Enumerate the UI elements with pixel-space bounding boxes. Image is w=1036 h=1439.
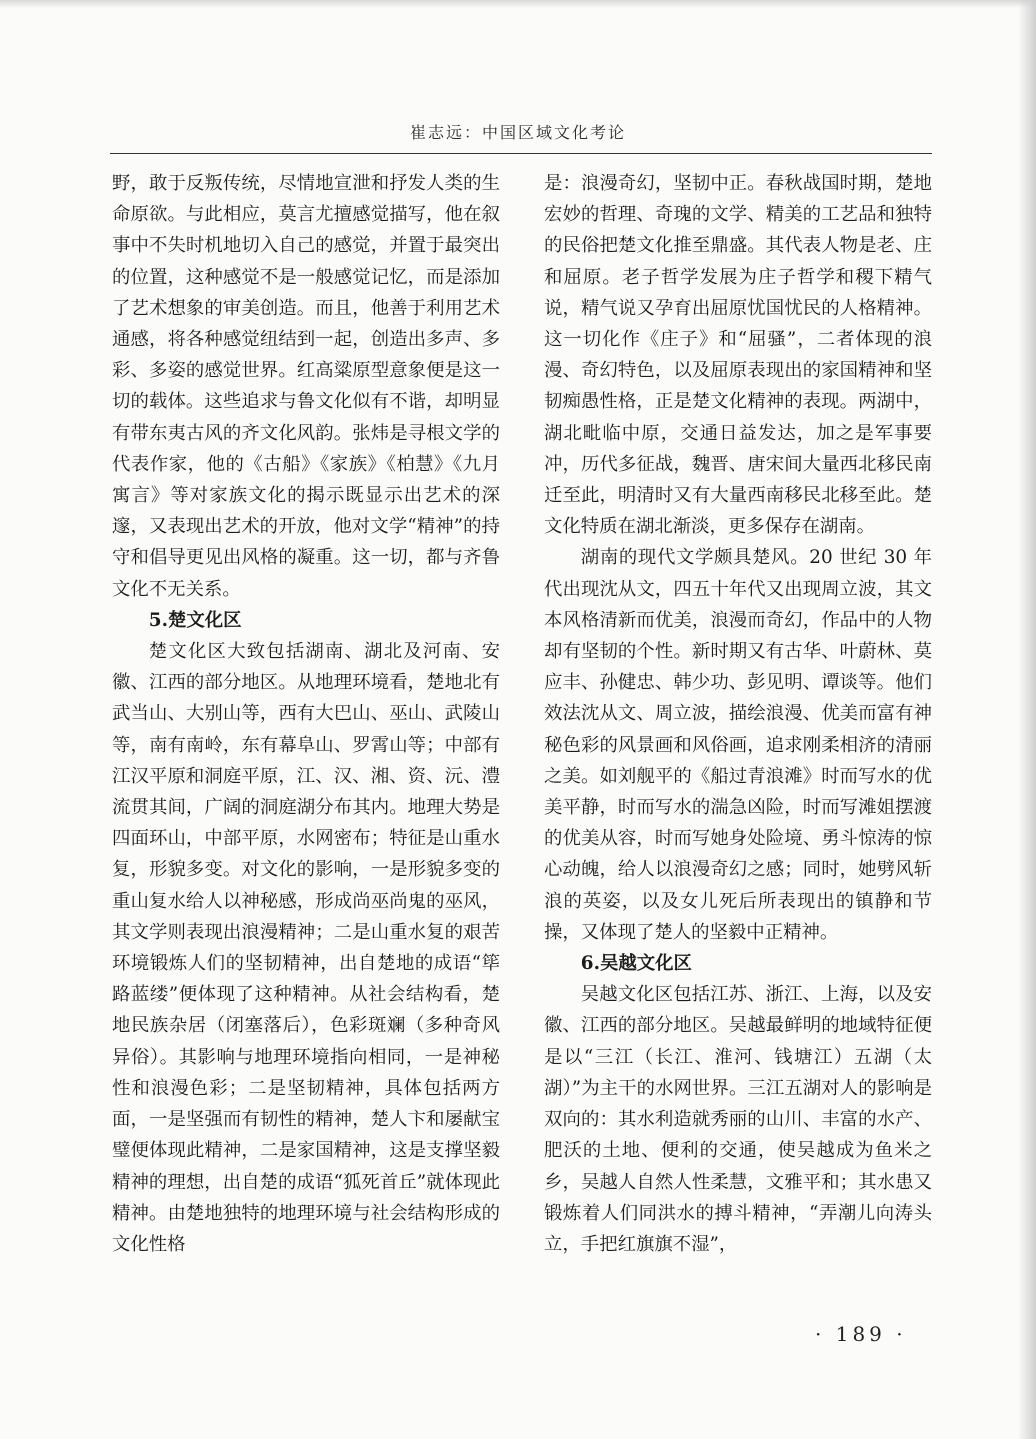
left-continued-paragraph: 野，敢于反叛传统，尽情地宣泄和抒发人类的生命原欲。与此相应，莫言尤擅感觉描写，他在叙事中不失时机地切入自己的感觉，并置于最突出的位置，这种感觉不是一般感觉记忆，而是添加了艺术想象的审美创造。而且，他善于利用艺术通感，将各种感觉纽结到一起，创造出多声、多彩、多姿的感觉世界。红高粱原型意象便是这一切的载体。这些追求与鲁文化似有不谐，却明显有带东夷古风的齐文化风韵。张炜是寻根文学的代表作家，他的《古船》《家族》《柏慧》《九月寓言》等对家族文化的揭示既显示出艺术的深邃，又表现出艺术的开放，他对文学“精神”的持守和倡导更见出风格的凝重。这一切，都与齐鲁文化不无关系。 [112,173,500,600]
hunan-literature-paragraph: 湖南的现代文学颇具楚风。20 世纪 30 年代出现沈从文，四五十年代又出现周立波，其文本风格清新而优美，浪漫而奇幻，作品中的人物却有坚韧的个性。新时期又有古华、叶蔚林、莫应丰、孙健忠、韩少功、彭见明、谭谈等。他们效法沈从文、周立波，描绘浪漫、优美而富有神秘色彩的风景画和风俗画，追求刚柔相济的清丽之美。如刘舰平的《船过青浪滩》时而写水的优美平静，时而写水的湍急凶险，时而写滩姐摆渡的优美从容，时而写她身处险境、勇斗惊涛的惊心动魄，给人以浪漫奇幻之感；同时，她劈风斩浪的英姿，以及女儿死后所表现出的镇静和节操，又体现了楚人的坚毅中正精神。 [544,547,932,943]
header-rule [110,153,932,154]
right-continued-paragraph: 是：浪漫奇幻，坚韧中正。春秋战国时期，楚地宏妙的哲理、奇瑰的文学、精美的工艺品和独特的民俗把楚文化推至鼎盛。其代表人物是老、庄和屈原。老子哲学发展为庄子哲学和稷下精气说，精气说又孕育出屈原忧国忧民的人格精神。这一切化作《庄子》和“屈骚”，二者体现的浪漫、奇幻特色，以及屈原表现出的家国精神和坚韧痴愚性格，正是楚文化精神的表现。两湖中，湖北毗临中原，交通日益发达，加之是军事要冲，历代多征战，魏晋、唐宋间大量西北移民南迁至此，明清时又有大量西南移民北移至此。楚文化特质在湖北渐淡，更多保存在湖南。 [544,173,932,538]
left-column [112,168,500,1260]
page-number: · 189 · [815,1322,907,1346]
section-heading-wuyue: 6.吴越文化区 [580,953,692,975]
section-chu-paragraph: 楚文化区大致包括湖南、湖北及河南、安徽、江西的部分地区。从地理环境看，楚地北有武当山、大别山等，西有大巴山、巫山、武陵山等，南有南岭，东有幕阜山、罗霄山等；中部有江汉平原和洞庭平原，江、汉、湘、资、沅、澧流贯其间，广阔的洞庭湖分布其内。地理大势是四面环山，中部平原，水网密布；特征是山重水复，形貌多变。对文化的影响，一是形貌多变的重山复水给人以神秘感，形成尚巫尚鬼的巫风，其文学则表现出浪漫精神；二是山重水复的艰苦环境锻炼人们的坚韧精神，出自楚地的成语“筚路蓝缕”便体现了这种精神。从社会结构看，楚地民族杂居（闭塞落后），色彩斑斓（多种奇风异俗）。其影响与地理环境指向相同，一是神秘性和浪漫色彩；二是坚韧精神，具体包括两方面，一是坚强而有韧性的精神，楚人卞和屡献宝璧便体现此精神，二是家国精神，这是支撑坚毅精神的理想，出自楚的成语“狐死首丘”就体现此精神。由楚地独特的地理环境与社会结构形成的文化性格 [112,641,500,1255]
section-heading-chu: 5.楚文化区 [148,609,242,631]
section-wuyue-paragraph: 吴越文化区包括江苏、浙江、上海，以及安徽、江西的部分地区。吴越最鲜明的地域特征便是以“三江（长江、淮河、钱塘江）五湖（太湖）”为主干的水网世界。三江五湖对人的影响是双向的：其水利造就秀丽的山川、丰富的水产、肥沃的土地、便利的交通，使吴越成为鱼米之乡，吴越人自然人性柔慧，文雅平和；其水患又锻炼着人们同洪水的搏斗精神，“弄潮儿向涛头立，手把红旗旗不湿”， [544,984,932,1255]
page-shadow-right [1018,0,1036,1439]
page-shadow-top [0,0,1036,8]
right-column [544,168,932,1260]
running-header: 崔志远：中国区域文化考论 [409,123,626,142]
